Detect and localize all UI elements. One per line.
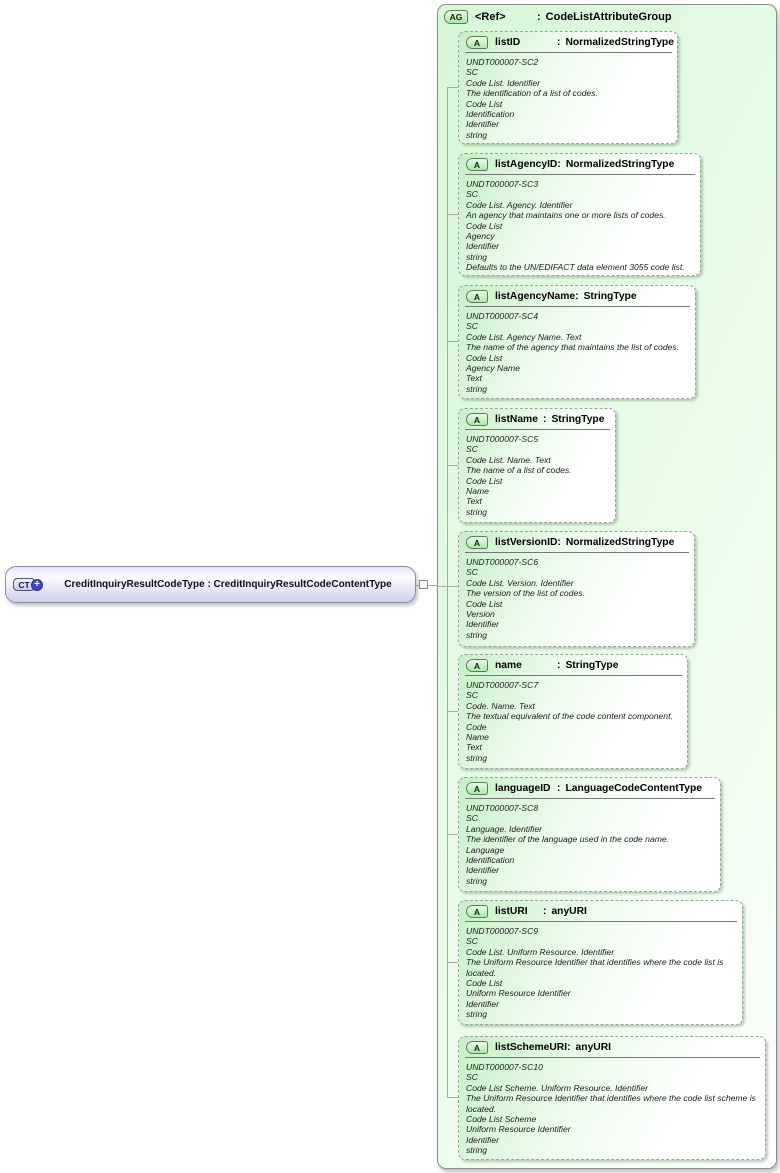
attribute-type: NormalizedStringType — [565, 537, 675, 548]
attribute-documentation — [459, 556, 694, 640]
attribute-documentation — [459, 56, 677, 140]
divider — [465, 675, 682, 676]
connector-stub — [447, 834, 458, 835]
complex-type-label: CreditInquiryResultCodeType : CreditInquiryResultCodeContentType — [64, 579, 392, 590]
attribute-icon: A — [466, 1041, 488, 1054]
attribute-box-listVersionID[interactable] — [458, 531, 695, 647]
connector-stub — [438, 586, 458, 587]
doc-line: UNDT000007-SC8 — [466, 803, 539, 813]
doc-line: string — [466, 129, 488, 140]
doc-line: Uniform Resource Identifier — [466, 1124, 571, 1135]
attribute-separator: : — [557, 660, 561, 671]
attribute-group-header[interactable] — [444, 10, 672, 24]
attribute-icon: A — [466, 659, 488, 672]
doc-line: Agency — [466, 231, 495, 242]
doc-line: Identifier — [466, 1134, 499, 1145]
doc-line: Language. Identifier — [466, 823, 542, 834]
attribute-type: NormalizedStringType — [565, 159, 675, 170]
attribute-box-listURI[interactable] — [458, 900, 743, 1025]
doc-line: UNDT000007-SC10 — [466, 1062, 543, 1072]
attribute-icon: A — [466, 413, 488, 426]
attribute-group-panel — [437, 4, 777, 1169]
attribute-type: StringType — [551, 414, 605, 425]
connector-stub — [447, 465, 458, 466]
doc-line: UNDT000007-SC4 — [466, 311, 539, 321]
connector-stub — [447, 711, 458, 712]
doc-line: Code List — [466, 220, 503, 231]
doc-line: string — [466, 506, 488, 517]
attribute-icon: A — [466, 290, 488, 303]
doc-line: Identifier — [466, 119, 499, 130]
doc-line: UNDT000007-SC9 — [466, 926, 539, 936]
attribute-box-listID[interactable] — [458, 31, 678, 144]
doc-line: SC — [466, 567, 478, 578]
ct-badge: CT — [13, 578, 35, 591]
doc-line: Text — [466, 496, 482, 507]
doc-line: UNDT000007-SC2 — [466, 57, 539, 67]
divider — [465, 552, 689, 553]
doc-line: SC — [466, 321, 478, 332]
doc-line: Identifier — [466, 619, 499, 630]
attribute-separator: : — [557, 537, 561, 548]
attribute-header — [459, 532, 694, 549]
doc-line: Language — [466, 844, 505, 855]
attribute-box-listAgencyID[interactable] — [458, 153, 701, 276]
doc-line: Code List Scheme. Uniform Resource. Identifier — [466, 1082, 648, 1093]
attribute-separator: : — [543, 906, 547, 917]
doc-line: The Uniform Resource Identifier that identifies where the code list is located. — [466, 957, 724, 978]
doc-line: Identification — [466, 109, 515, 120]
divider — [465, 798, 715, 799]
doc-line: Defaults to the UN/EDIFACT data element 3055 code list. — [466, 262, 685, 273]
doc-line: string — [466, 752, 488, 763]
doc-line: The identification of a list of codes. — [466, 88, 598, 99]
attribute-box-listAgencyName[interactable] — [458, 285, 696, 399]
doc-line: Code List — [466, 475, 503, 486]
attribute-separator: : — [557, 783, 561, 794]
attribute-documentation — [459, 433, 615, 517]
attribute-documentation — [459, 1061, 765, 1156]
connector-stub — [447, 87, 458, 88]
doc-line: Identifier — [466, 865, 499, 876]
doc-line: Code List Scheme — [466, 1114, 537, 1125]
doc-line: Code List. Identifier — [466, 77, 541, 88]
doc-line: The version of the list of codes. — [466, 588, 585, 599]
doc-line: Uniform Resource Identifier — [466, 988, 571, 999]
doc-line: string — [466, 1009, 488, 1020]
attribute-type: NormalizedStringType — [565, 37, 674, 48]
divider — [465, 174, 695, 175]
doc-line: string — [466, 383, 488, 394]
doc-line: The identifier of the language used in the code name. — [466, 834, 670, 845]
doc-line: Code List. Name. Text — [466, 454, 551, 465]
doc-line: The textual equivalent of the code content component. — [466, 711, 673, 722]
doc-line: SC — [466, 936, 478, 947]
connector-stub — [447, 962, 458, 963]
attribute-documentation — [459, 925, 742, 1020]
attribute-box-listSchemeURI[interactable] — [458, 1036, 766, 1160]
attribute-separator: : — [557, 159, 561, 170]
attribute-documentation — [459, 178, 700, 273]
attribute-group-type: CodeListAttributeGroup — [545, 11, 672, 23]
attribute-icon: A — [466, 536, 488, 549]
attribute-name: listID — [495, 37, 521, 48]
doc-line: string — [466, 629, 488, 640]
attribute-type: StringType — [583, 291, 637, 302]
attribute-name: name — [495, 660, 522, 671]
doc-line: SC — [466, 813, 478, 824]
attribute-name: listAgencyName — [495, 291, 576, 302]
attribute-group-icon: AG — [444, 10, 468, 24]
doc-line: UNDT000007-SC5 — [466, 434, 539, 444]
doc-line: SC — [466, 67, 478, 78]
doc-line: Code. Name. Text — [466, 700, 535, 711]
attribute-type: anyURI — [551, 906, 587, 917]
expand-collapse-handle[interactable] — [419, 580, 428, 589]
attribute-type: LanguageCodeContentType — [565, 783, 702, 794]
doc-line: The name of the agency that maintains the list of codes. — [466, 342, 680, 353]
divider — [465, 921, 737, 922]
attribute-header — [459, 32, 677, 49]
divider — [465, 52, 672, 53]
doc-line: An agency that maintains one or more lists of codes. — [466, 210, 666, 221]
attribute-header — [459, 1037, 765, 1054]
attribute-header — [459, 154, 700, 171]
attribute-icon: A — [466, 158, 488, 171]
doc-line: Code — [466, 721, 487, 732]
doc-line: Code List — [466, 598, 503, 609]
connector-stub — [447, 214, 458, 215]
attribute-group-name: <Ref> — [475, 11, 506, 23]
doc-line: Code List. Agency Name. Text — [466, 331, 582, 342]
attribute-separator: : — [543, 414, 547, 425]
doc-line: SC — [466, 1072, 478, 1083]
doc-line: UNDT000007-SC7 — [466, 680, 539, 690]
attribute-header — [459, 409, 615, 426]
doc-line: The name of a list of codes. — [466, 465, 572, 476]
doc-line: string — [466, 251, 488, 262]
complex-type-node[interactable] — [5, 566, 416, 603]
doc-line: Agency Name — [466, 363, 520, 374]
divider — [465, 306, 690, 307]
attribute-name: listSchemeURI — [495, 1042, 568, 1053]
attribute-icon: A — [466, 782, 488, 795]
doc-line: The Uniform Resource Identifier that identifies where the code list scheme is located. — [466, 1093, 756, 1114]
attribute-type: StringType — [565, 660, 619, 671]
attribute-header — [459, 655, 687, 672]
attribute-name: listURI — [495, 906, 528, 917]
doc-line: Version — [466, 609, 495, 620]
attribute-type: anyURI — [575, 1042, 612, 1053]
attribute-documentation — [459, 310, 695, 394]
doc-line: Text — [466, 742, 482, 753]
attribute-name: listName — [495, 414, 538, 425]
connector-stub — [447, 341, 458, 342]
doc-line: UNDT000007-SC3 — [466, 179, 539, 189]
connector-tree-trunk — [447, 87, 448, 1098]
doc-line: string — [466, 1145, 488, 1156]
attribute-name: listVersionID — [495, 537, 558, 548]
doc-line: Code List. Uniform Resource. Identifier — [466, 946, 615, 957]
attribute-icon: A — [466, 905, 488, 918]
doc-line: SC — [466, 444, 478, 455]
doc-line: Code List. Version. Identifier — [466, 577, 574, 588]
doc-line: Text — [466, 373, 482, 384]
attribute-header — [459, 286, 695, 303]
doc-line: Name — [466, 732, 489, 743]
attribute-header — [459, 778, 720, 795]
attribute-documentation — [459, 679, 687, 763]
attribute-separator: : — [575, 291, 579, 302]
attribute-name: languageID — [495, 783, 551, 794]
doc-line: SC — [466, 189, 478, 200]
attribute-box-listName[interactable] — [458, 408, 616, 523]
attribute-separator: : — [567, 1042, 571, 1053]
attribute-name: listAgencyID — [495, 159, 558, 170]
doc-line: Code List — [466, 98, 503, 109]
doc-line: Identifier — [466, 998, 499, 1009]
doc-line: Name — [466, 486, 489, 497]
attribute-documentation — [459, 802, 720, 886]
doc-line: UNDT000007-SC6 — [466, 557, 539, 567]
plus-badge-icon: + — [31, 579, 43, 591]
doc-line: Code List — [466, 978, 503, 989]
complex-type-icon — [13, 578, 43, 591]
doc-line: Identifier — [466, 241, 499, 252]
doc-line: Code List. Agency. Identifier — [466, 199, 573, 210]
attribute-header — [459, 901, 742, 918]
divider — [465, 429, 610, 430]
attribute-box-languageID[interactable] — [458, 777, 721, 892]
connector-stub — [447, 1097, 458, 1098]
attribute-box-name[interactable] — [458, 654, 688, 769]
attribute-icon: A — [466, 36, 488, 49]
attribute-group-separator: : — [537, 11, 541, 23]
doc-line: string — [466, 875, 488, 886]
doc-line: Code List — [466, 352, 503, 363]
divider — [465, 1057, 760, 1058]
doc-line: Identification — [466, 855, 515, 866]
doc-line: SC — [466, 690, 478, 701]
attribute-separator: : — [557, 37, 561, 48]
